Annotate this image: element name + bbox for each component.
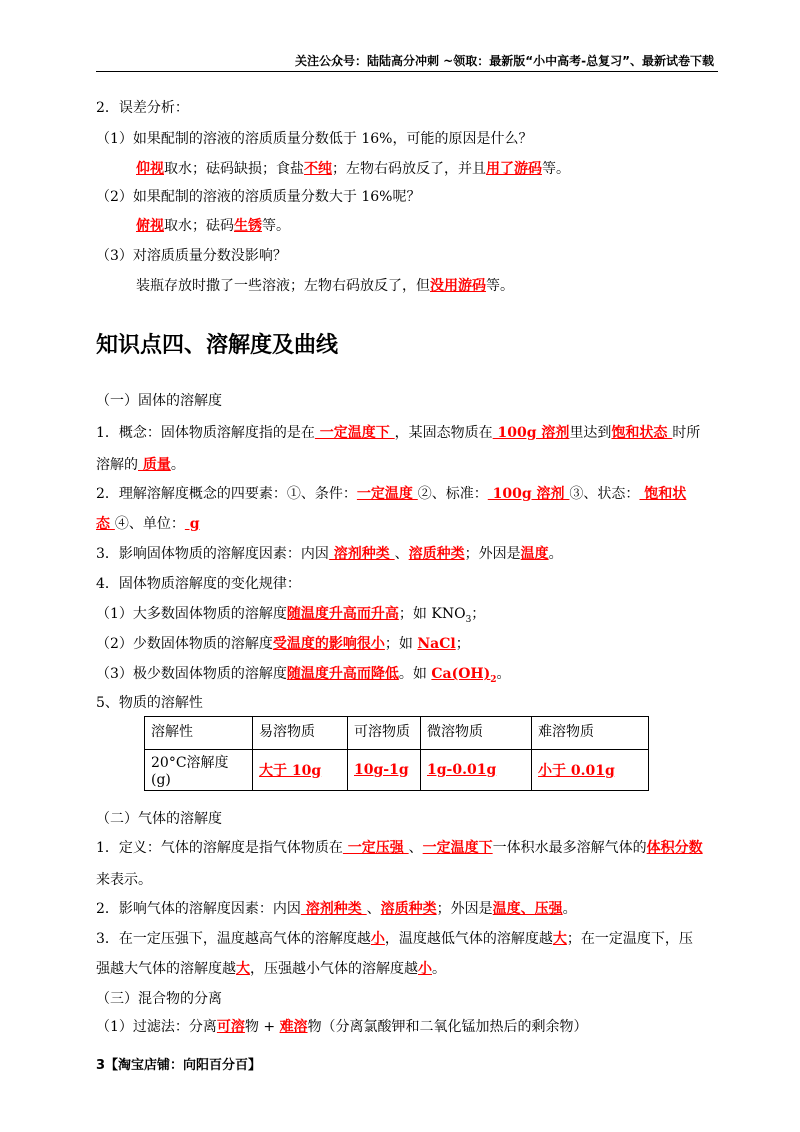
text: 。 (548, 546, 563, 562)
solid-rule-2 (96, 633, 470, 653)
text: 。 (432, 961, 446, 977)
gas-def-line1 (96, 837, 703, 857)
solid-rule-title: 4．固体物质溶解度的变化规律： (96, 576, 301, 592)
text: 强越大气体的溶解度越 (96, 961, 236, 977)
solid-concept-line2 (96, 454, 185, 474)
text: 1．定义：气体的溶解度是指气体物质在 (96, 840, 343, 856)
answer-red: 100g 溶剂 (487, 486, 570, 502)
solid-elements-line1 (96, 483, 686, 503)
answer-text: ；左物右码放反了，并且 (332, 161, 486, 177)
error-question-1: （1）如果配制的溶液的溶质质量分数低于 16%，可能的原因是什么？ (96, 131, 533, 147)
answer-red: NaCl (417, 636, 456, 652)
text: ③、状态： (569, 486, 640, 502)
error-question-2: （2）如果配制的溶液的溶质质量分数大于 16%呢？ (96, 189, 421, 205)
text: （3）极少数固体物质的溶解度 (96, 666, 287, 682)
text: 物 + (244, 1019, 280, 1035)
solubility-title: 5、物质的溶解性 (96, 695, 203, 711)
text: （1）过滤法：分离 (96, 1019, 217, 1035)
text: 2．理解溶解度概念的四要素：①、条件： (96, 486, 357, 502)
text: 溶解的 (96, 457, 138, 473)
text: 一体积水最多溶解气体的 (492, 840, 647, 856)
text: ，压强越小气体的溶解度越 (250, 961, 418, 977)
answer-red: 饱和状 (639, 486, 687, 502)
answer-red: 一定温度下 (314, 425, 395, 441)
table-cell (253, 750, 348, 791)
answer-red: 溶质种类 (380, 901, 437, 917)
mix-filter (96, 1016, 588, 1036)
answer-red: 饱和状态 (611, 425, 673, 441)
text: 时所 (672, 425, 701, 441)
answer-text: 装瓶存放时撒了一些溶液；左物右码放反了，但 (136, 278, 430, 294)
subscript: 3 (465, 614, 472, 625)
solid-rule-3 (96, 663, 511, 685)
answer-red: 体积分数 (646, 840, 703, 856)
text: 里达到 (569, 425, 612, 441)
answer-red: 小 (370, 931, 385, 947)
answer-text: 取水；砝码缺损；食盐 (164, 161, 304, 177)
table-header-cell: 溶解性 (145, 717, 253, 750)
answer-text: 等。 (486, 278, 514, 294)
text: 2．影响气体的溶解度因素：内因 (96, 901, 301, 917)
text: ；外因是 (464, 546, 521, 562)
answer-red: 100g 溶剂 (492, 425, 570, 441)
text: 、 (408, 840, 423, 856)
solid-factors (96, 543, 563, 563)
answer-red: 1g-0.01g (427, 762, 497, 778)
answer-red: 俯视 (136, 218, 164, 234)
text: 。 (170, 457, 185, 473)
text: ②、标准： (417, 486, 488, 502)
page-number: 3 (96, 1058, 106, 1073)
error-analysis-title: 2．误差分析： (96, 100, 189, 116)
error-answer-3 (136, 275, 514, 295)
text: ；在一定温度下，压 (566, 931, 693, 947)
gas-heading: （二）气体的溶解度 (96, 811, 222, 827)
text: ，温度越低气体的溶解度越 (384, 931, 553, 947)
text: 物（分离氯酸钾和二氧化锰加热后的剩余物） (307, 1019, 588, 1035)
table-header-cell: 难溶物质 (532, 717, 649, 750)
text: 1．概念：固体物质溶解度指的是在 (96, 425, 315, 441)
text: ；如 (384, 636, 418, 652)
text: ④、单位： (114, 516, 185, 532)
answer-red: 仰视 (136, 161, 164, 177)
answer-red: g (184, 516, 200, 532)
table-cell (532, 750, 649, 791)
error-answer-2 (136, 215, 290, 235)
answer-red: 质量 (138, 457, 171, 473)
text: ； (455, 636, 470, 652)
answer-red: 10g-1g (354, 762, 409, 778)
text: 。 (496, 666, 511, 682)
answer-red: 小 (418, 961, 432, 977)
answer-red: 没用游码 (430, 278, 486, 294)
text: 。如 (398, 666, 432, 682)
error-question-3: （3）对溶质质量分数没影响？ (96, 248, 287, 264)
solid-rule-1 (96, 603, 485, 625)
text: （1）大多数固体物质的溶解度 (96, 606, 287, 622)
gas-def-line2: 来表示。 (96, 872, 152, 888)
text: ，某固态物质在 (394, 425, 493, 441)
answer-text: 等。 (262, 218, 290, 234)
text: ；如 KNO (398, 606, 466, 622)
text: 、 (394, 546, 409, 562)
answer-red: 用了游码 (486, 161, 542, 177)
answer-red: 温度 (520, 546, 549, 562)
answer-red: 溶质种类 (408, 546, 465, 562)
answer-red: 大 (236, 961, 250, 977)
gas-p3-line1 (96, 928, 693, 948)
table-header-cell: 微溶物质 (421, 717, 532, 750)
mix-heading: （三）混合物的分离 (96, 991, 222, 1007)
gas-factors (96, 898, 577, 918)
solubility-table (144, 716, 649, 791)
text: 、 (366, 901, 381, 917)
gas-p3-line2 (96, 958, 446, 978)
solid-heading: （一）固体的溶解度 (96, 393, 222, 409)
error-answer-1 (136, 158, 570, 178)
subscript: 2 (490, 674, 497, 685)
table-cell (348, 750, 421, 791)
answer-red: 随温度升高而降低 (286, 666, 399, 682)
table-header-cell: 可溶物质 (348, 717, 421, 750)
answer-red: 一定压强 (342, 840, 409, 856)
table-header-cell: 易溶物质 (253, 717, 348, 750)
answer-red: 随温度升高而升高 (286, 606, 399, 622)
answer-red: 小于 0.01g (538, 763, 615, 779)
solid-concept-line1 (96, 422, 700, 442)
answer-red: 溶剂种类 (300, 901, 367, 917)
solid-elements-line2 (96, 513, 200, 533)
answer-red: 溶剂种类 (328, 546, 395, 562)
answer-red: 生锈 (234, 218, 262, 234)
answer-red: 一定温度下 (422, 840, 493, 856)
answer-red (431, 666, 497, 685)
answer-red: 温度、压强 (492, 901, 563, 917)
text: 3．影响固体物质的溶解度因素：内因 (96, 546, 329, 562)
table-row-label: 20°C溶解度(g) (145, 750, 253, 791)
answer-red: 不纯 (304, 161, 332, 177)
text: 。 (562, 901, 577, 917)
table-row (145, 750, 649, 791)
header-rule (96, 71, 718, 72)
answer-red: 可溶 (216, 1019, 245, 1035)
page-header: 关注公众号：陆陆高分冲刺 ~领取：最新版“小中高考-总复习”、最新试卷下载 (295, 54, 714, 68)
answer-red: 大 (552, 931, 567, 947)
formula: Ca(OH) (431, 666, 491, 682)
text: 3．在一定压强下，温度越高气体的溶解度越 (96, 931, 371, 947)
table-cell (421, 750, 532, 791)
page-footer (96, 1054, 261, 1073)
answer-red: 大于 10g (259, 763, 322, 779)
table-header-row (145, 717, 649, 750)
text: （2）少数固体物质的溶解度 (96, 636, 273, 652)
footer-shop: 【淘宝店铺：向阳百分百】 (105, 1058, 262, 1073)
answer-text: 取水；砝码 (164, 218, 234, 234)
answer-red: 受温度的影响很小 (272, 636, 385, 652)
text: ； (471, 606, 486, 622)
answer-text: 等。 (542, 161, 570, 177)
answer-red: 难溶 (279, 1019, 308, 1035)
section-title: 知识点四、溶解度及曲线 (96, 333, 339, 358)
answer-red: 态 (96, 516, 115, 532)
answer-red: 一定温度 (356, 486, 418, 502)
text: ；外因是 (436, 901, 493, 917)
